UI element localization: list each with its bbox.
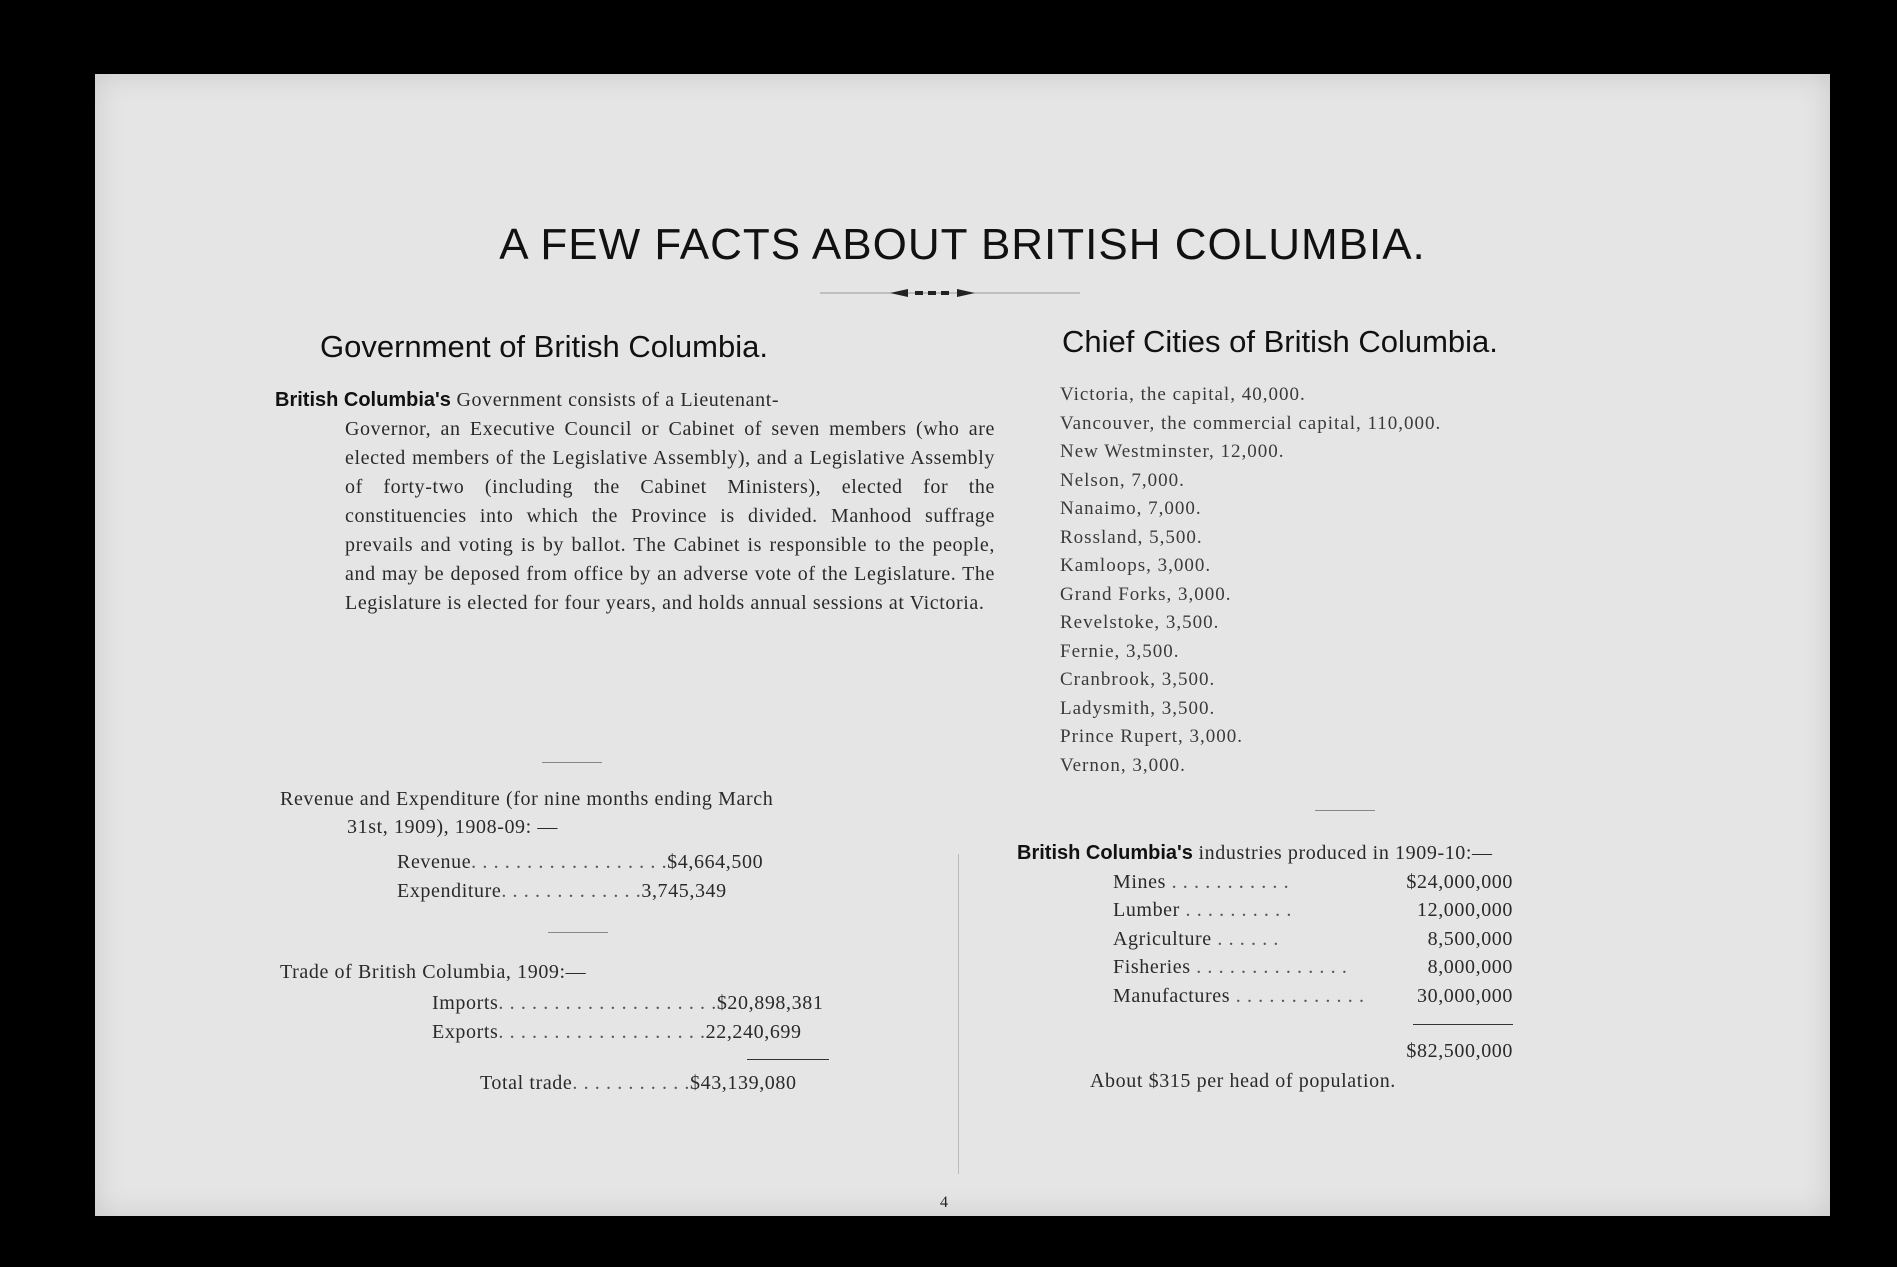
city-item: Fernie, 3,500.	[1060, 641, 1180, 662]
government-paragraph-rest: Governor, an Executive Council or Cabinet of seven members (who are elected members of the Legislative Assembly), and a Legislative Assembly of forty-two (including the Cabinet Ministers), elected for the constituencies into which the Province is divided. Manhood suffrage prevails and voting is by ballot. The Cabinet is responsible to the people, and may be deposed from office by an adverse vote of the Legislature. The Legislature is elected for four years, and holds annual sessions at Victoria.	[345, 418, 995, 614]
industries-total: $82,500,000	[1406, 1040, 1513, 1062]
city-item: Kamloops, 3,000.	[1060, 555, 1212, 576]
city-item: New Westminster, 12,000.	[1060, 441, 1285, 462]
trade-heading: Trade of British Columbia, 1909:—	[280, 961, 587, 983]
city-item: Revelstoke, 3,500.	[1060, 612, 1220, 633]
total-trade-row: Total trade. . . . . . . . . . .$43,139,080	[480, 1072, 797, 1094]
industry-row-fisheries: Fisheries . . . . . . . . . . . . . . 8,000,000	[1113, 956, 1513, 978]
exports-row: Exports. . . . . . . . . . . . . . . . . . .22,240,699	[432, 1021, 802, 1043]
total-rule	[747, 1059, 829, 1060]
industry-row-mines: Mines . . . . . . . . . . . $24,000,000	[1113, 871, 1513, 893]
government-heading: Government of British Columbia.	[320, 329, 768, 364]
section-rule	[1315, 810, 1375, 811]
government-paragraph-first: Government consists of a Lieutenant-	[456, 389, 780, 411]
city-item: Victoria, the capital, 40,000.	[1060, 384, 1306, 405]
industries-heading: British Columbia's industries produced in 1909-10:—	[1017, 842, 1493, 864]
revenue-heading-line1: Revenue and Expenditure (for nine months ending March	[280, 788, 774, 810]
cities-heading: Chief Cities of British Columbia.	[1062, 324, 1498, 359]
government-lead: British Columbia's	[275, 389, 451, 411]
page-sheet	[95, 74, 1830, 1216]
city-item: Nanaimo, 7,000.	[1060, 498, 1202, 519]
title-ornament	[820, 287, 1080, 299]
city-item: Ladysmith, 3,500.	[1060, 698, 1216, 719]
city-item: Nelson, 7,000.	[1060, 470, 1185, 491]
industries-total-rule	[1413, 1024, 1513, 1025]
city-item: Vancouver, the commercial capital, 110,000.	[1060, 413, 1442, 434]
page-number: 4	[940, 1194, 948, 1211]
expenditure-row: Expenditure. . . . . . . . . . . . .3,745,349	[397, 880, 727, 902]
city-item: Prince Rupert, 3,000.	[1060, 726, 1244, 747]
city-item: Vernon, 3,000.	[1060, 755, 1186, 776]
city-item: Grand Forks, 3,000.	[1060, 584, 1232, 605]
page-title: A FEW FACTS ABOUT BRITISH COLUMBIA.	[499, 220, 1426, 269]
city-item: Rossland, 5,500.	[1060, 527, 1203, 548]
government-paragraph	[275, 386, 995, 618]
industry-row-lumber: Lumber . . . . . . . . . . 12,000,000	[1113, 899, 1513, 921]
revenue-row: Revenue. . . . . . . . . . . . . . . . . .$4,664,500	[397, 851, 764, 873]
imports-row: Imports. . . . . . . . . . . . . . . . . . . .$20,898,381	[432, 992, 824, 1014]
revenue-heading-line2: 31st, 1909), 1908-09: —	[347, 816, 559, 838]
column-divider	[958, 854, 959, 1174]
industry-row-manufactures: Manufactures . . . . . . . . . . . . 30,000,000	[1113, 985, 1513, 1007]
section-rule	[542, 762, 602, 763]
section-rule	[548, 932, 608, 933]
per-head-note: About $315 per head of population.	[1090, 1070, 1396, 1092]
city-item: Cranbrook, 3,500.	[1060, 669, 1216, 690]
industry-row-agriculture: Agriculture . . . . . . 8,500,000	[1113, 928, 1513, 950]
